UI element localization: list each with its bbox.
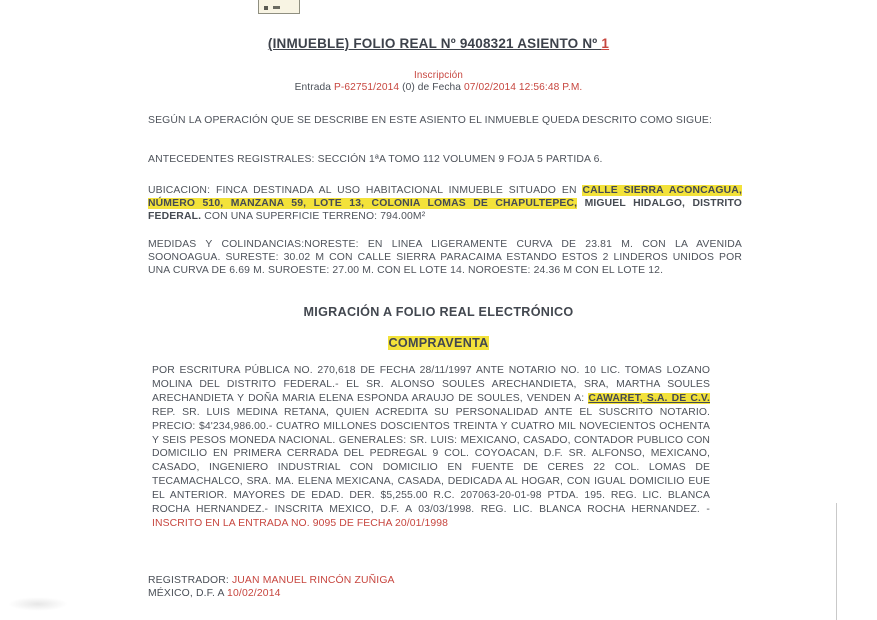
asiento-number: 1 <box>601 36 610 51</box>
document-title-text: (INMUEBLE) FOLIO REAL Nº 9408321 ASIENTO Nº <box>267 36 602 51</box>
document-title <box>0 36 877 51</box>
place-label: MÉXICO, D.F. A <box>148 588 228 600</box>
scan-line-artifact <box>836 503 837 620</box>
heading-compraventa <box>0 336 877 350</box>
entrada-label: Entrada <box>294 82 334 93</box>
ubicacion-address-bold: MIGUEL HIDALGO, DISTRITO FEDERAL. <box>148 198 742 223</box>
paragraph-ubicacion <box>148 184 742 224</box>
paragraph-medidas: MEDIDAS Y COLINDANCIAS:NORESTE: EN LINEA LIGERAMENTE CURVA DE 23.81 M. CON LA AVENIDA SOONOAGUA. SURESTE: 30.02 M CON CALLE SIERRA PARACAIMA ESTANDO ESTOS 2 LINDEROS UNIDOS POR UNA CURVA DE 6.69 M. SUROESTE: 27.00 M. CON EL LOTE 14. NOROESTE: 24.36 M CON EL LOTE 12. <box>148 239 742 277</box>
heading-migracion: MIGRACIÓN A FOLIO REAL ELECTRÓNICO <box>303 305 574 319</box>
footer-block <box>148 574 395 600</box>
cutoff-stamp-icon <box>258 0 300 14</box>
entrada-line <box>0 82 877 93</box>
registrador-name: JUAN MANUEL RINCÓN ZUÑIGA <box>231 575 395 586</box>
deed-red-note: INSCRITO EN LA ENTRADA NO. 9095 DE FECHA 20/01/1998 <box>152 517 448 529</box>
entrada-number: P-62751/2014 <box>333 82 400 93</box>
ubicacion-intro: UBICACION: FINCA DESTINADA AL USO HABITACIONAL INMUEBLE SITUADO EN <box>148 185 583 196</box>
deed-part2: REP. SR. LUIS MEDINA RETANA, QUIEN ACREDITA SU PERSONALIDAD ANTE EL SUSCRITO NOTARIO. PRECIO: $4'234,986.00.- CUATRO MILLONES DOSCIENTOS TREINTA Y CUATRO MIL NOVECIENTOS OCHENTA Y SEIS PESOS MONEDA NACIONAL. GENERALES: SR. LUIS: MEXICANO, CASADO, CONTADOR PUBLICO CON DOMICILIO EN PRIMERA CERRADA DEL PEDREGAL 9 COL. COYOACAN, D.F. SR. ALFONSO, MEXICANO, CASADO, INGENIERO INDUSTRIAL CON DOMICILIO EN FUENTE DE CERES 22 COL. LOMAS DE TECAMACHALCO, SRA. MA. ELENA MEXICANA, CASADA, DEDICADA AL HOGAR, CON IGUAL DOMICILIO EUE EL ANTERIOR. MAYORES DE EDAD. DER. $5,255.00 R.C. 207063-20-01-98 PTDA. 195. REG. LIC. BLANCA ROCHA HERNANDEZ.- INSCRITA MEXICO, D.F. A 03/03/1998. REG. LIC. BLANCA ROCHA HERNANDEZ. - <box>152 406 710 516</box>
paragraph-deed <box>152 364 710 531</box>
entrada-middle: (0) de Fecha <box>399 82 464 93</box>
inscription-label: Inscripción <box>413 70 464 81</box>
deed-buyer-name: CAWARET, S.A. DE C.V. <box>588 392 710 404</box>
entrada-datetime: 07/02/2014 12:56:48 P.M. <box>464 82 583 93</box>
paragraph-segun: SEGÚN LA OPERACIÓN QUE SE DESCRIBE EN ESTE ASIENTO EL INMUEBLE QUEDA DESCRITO COMO SIGUE: <box>148 115 712 126</box>
compraventa-highlighted: COMPRAVENTA <box>388 336 489 350</box>
registration-date: 10/02/2014 <box>227 588 281 600</box>
paragraph-antecedentes: ANTECEDENTES REGISTRALES: SECCIÓN 1ªA TOMO 112 VOLUMEN 9 FOJA 5 PARTIDA 6. <box>148 154 603 165</box>
place-date-line <box>148 587 395 600</box>
scan-smudge-artifact <box>8 597 68 611</box>
registrador-label: REGISTRADOR: <box>148 575 232 586</box>
deed-part1: POR ESCRITURA PÚBLICA NO. 270,618 DE FECHA 28/11/1997 ANTE NOTARIO NO. 10 LIC. TOMAS LOZANO MOLINA DEL DISTRITO FEDERAL.- EL SR. ALONSO SOULES ARECHANDIETA, SRA, MARTHA SOULES ARECHANDIETA Y DOÑA MARIA ELENA ESPONDA ARAUJO DE SOULES, VENDEN A: <box>152 365 710 404</box>
registrador-line <box>148 574 395 587</box>
ubicacion-address-highlighted: CALLE SIERRA ACONCAGUA, NÚMERO 510, MANZANA 59, LOTE 13, COLONIA LOMAS DE CHAPULTEPEC, <box>148 185 742 210</box>
ubicacion-superficie: CON UNA SUPERFICIE TERRENO: 794.00M² <box>201 211 426 223</box>
